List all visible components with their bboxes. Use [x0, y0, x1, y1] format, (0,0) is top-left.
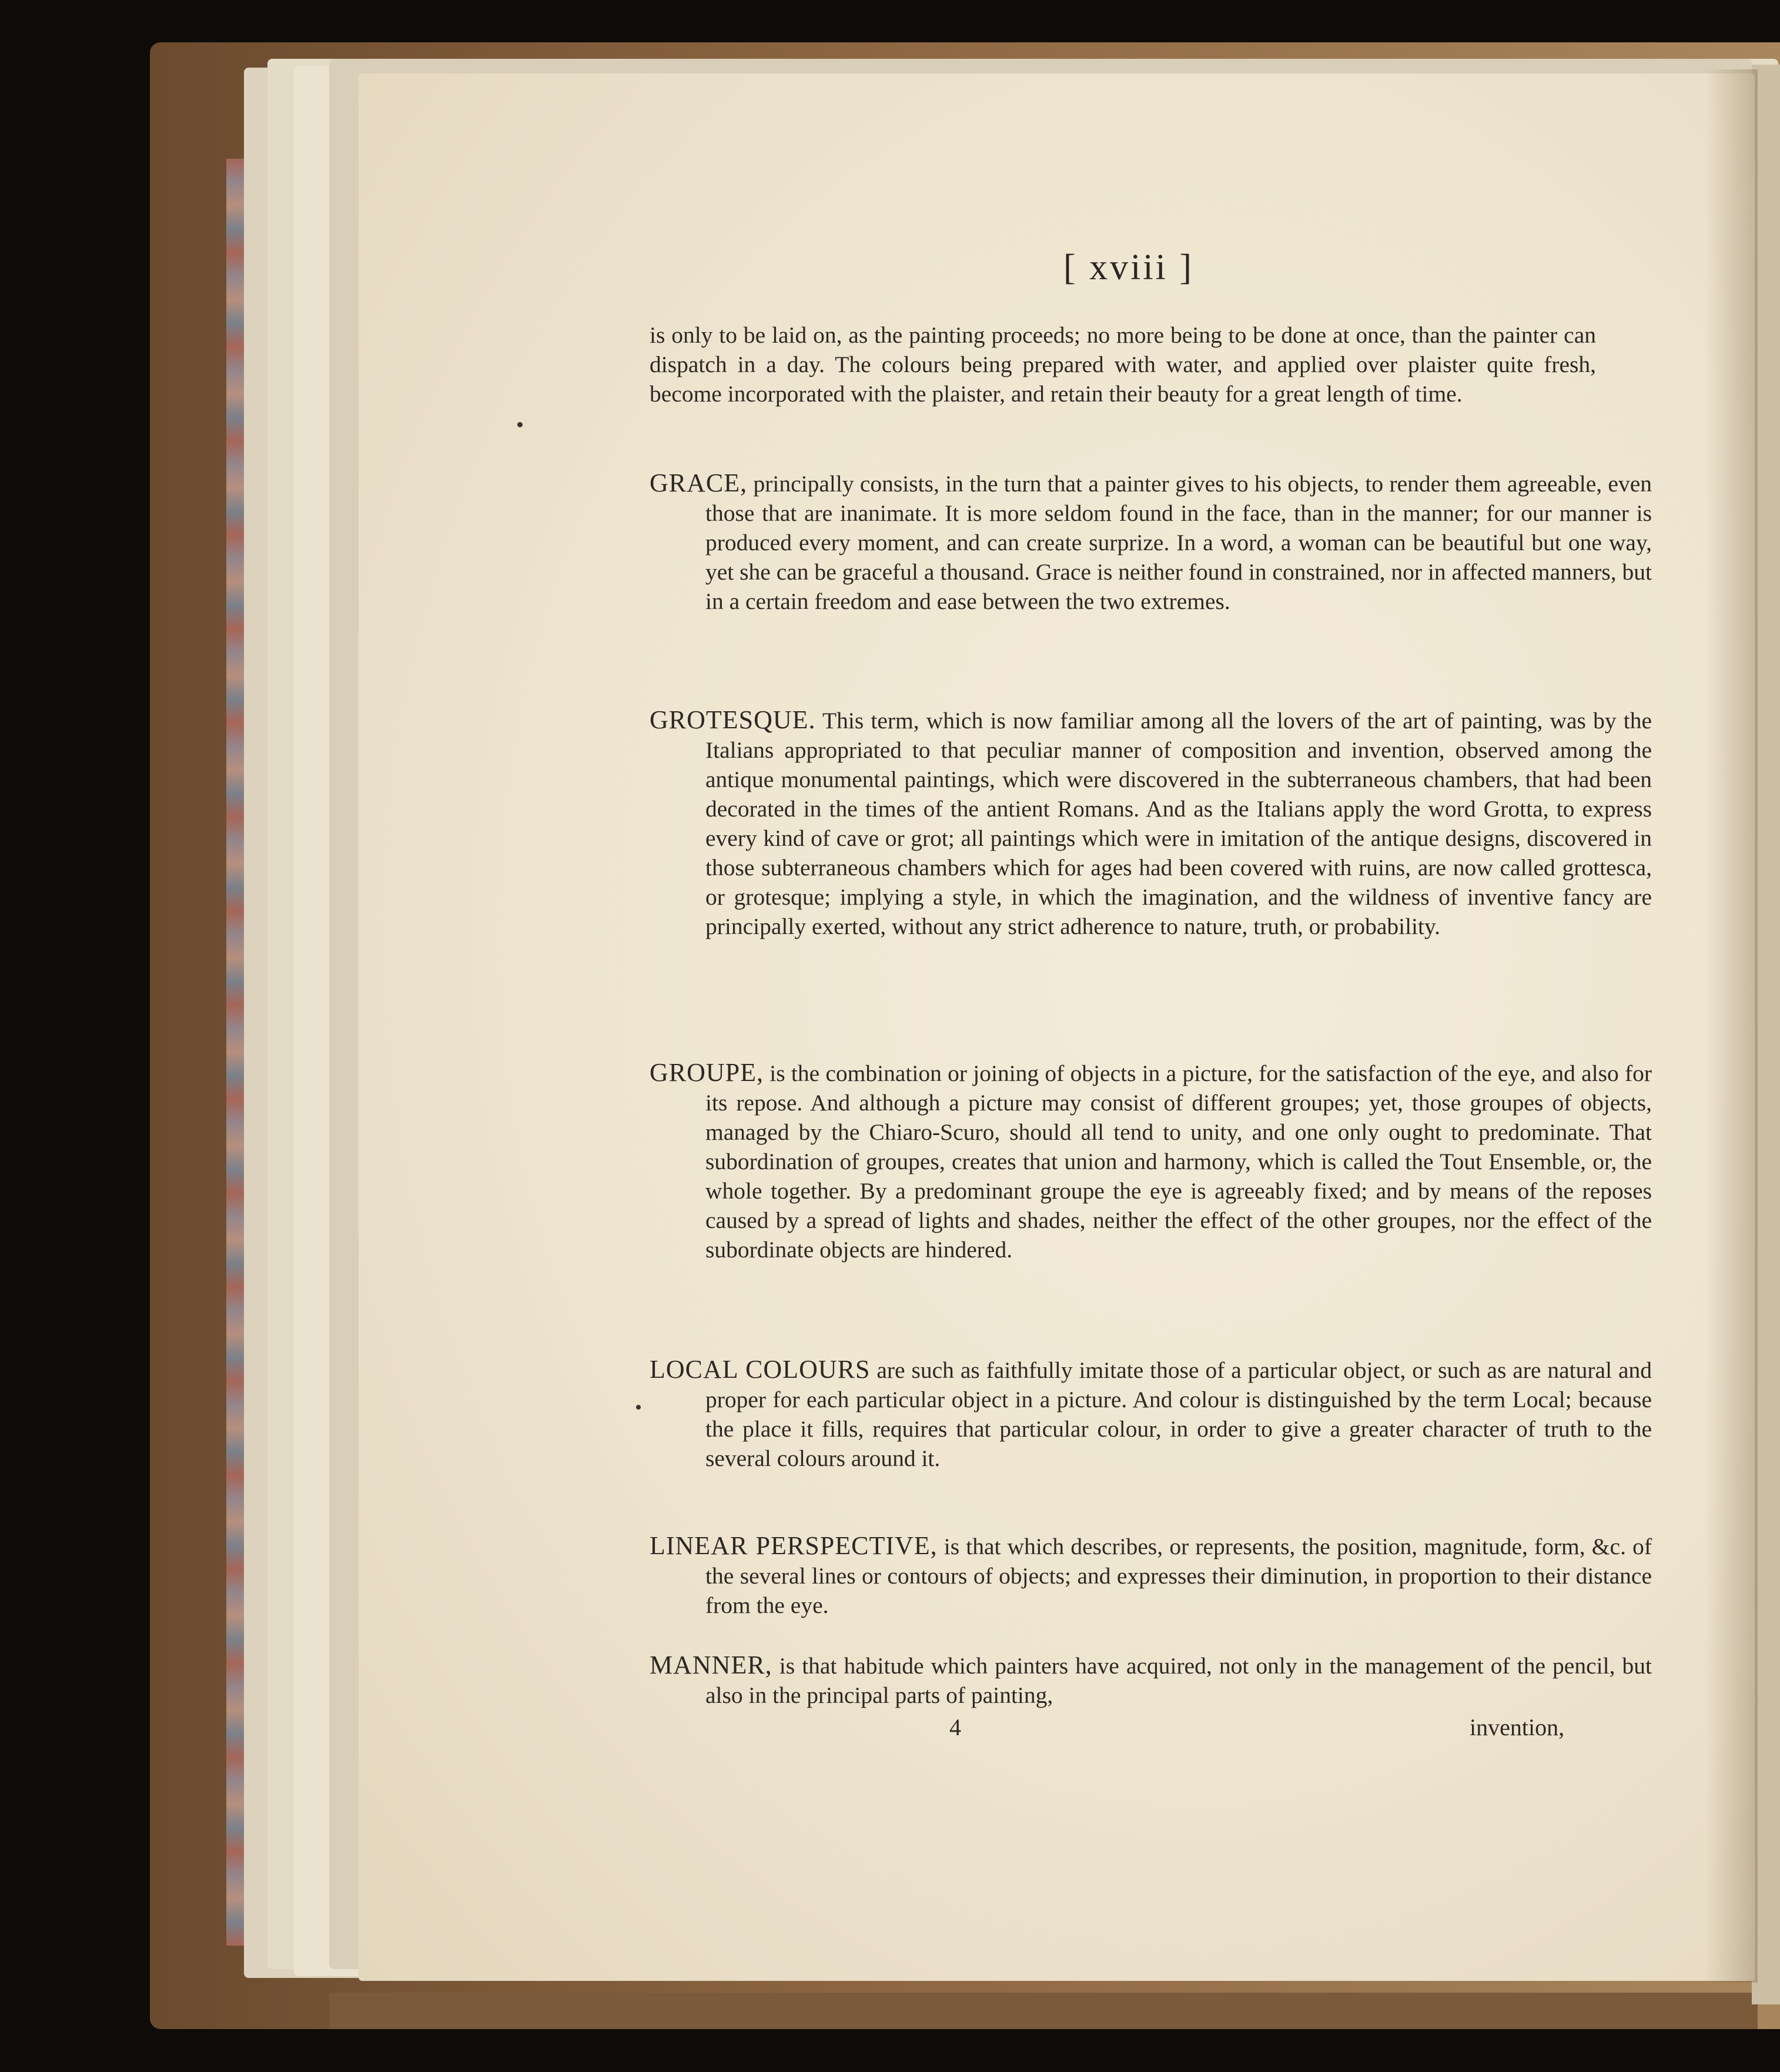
entry-local-colours	[650, 1355, 1652, 1473]
entry-text: is that habitude which painters have acquired, not only in the management of the pencil, but also in the principal parts of painting,	[705, 1653, 1652, 1708]
entry-text: is the combination or joining of objects in a picture, for the satisfaction of the eye, and also for its repose. And although a picture may consist of different groupes; yet, those groupes of objects, managed by the Chiaro-Scuro, should all tend to unity, and one only ought to predominate. That subordination of groupes, creates that union and harmony, which is called the Tout Ensemble, or, the whole together. By a predominant groupe the eye is agreeably fixed; and by means of the reposes caused by a spread of lights and shades, neither the effect of the other groupes, nor the effect of the subordinate objects are hindered.	[705, 1060, 1652, 1263]
ink-spot	[636, 1405, 641, 1410]
entry-term: MANNER,	[650, 1651, 772, 1679]
entry-grace	[650, 468, 1652, 616]
cover-bottom-edge	[329, 1993, 1758, 2029]
ink-spot	[517, 422, 523, 427]
catchword: invention,	[1470, 1714, 1565, 1740]
entry-text: is that which describes, or represents, the position, magnitude, form, &c. of the several lines or contours of objects; and expresses their diminution, in proportion to their distance from the eye.	[705, 1534, 1652, 1618]
entry-text: principally consists, in the turn that a painter gives to his objects, to render them agreeable, even those that are inanimate. It is more seldom found in the face, than in the manner; for our manner is produced every moment, and can create surprize. In a word, a woman can be beautiful but one way, yet she can be graceful a thousand. Grace is neither found in constrained, nor in affected manners, but in a certain freedom and ease between the two extremes.	[705, 471, 1652, 614]
page-gutter-shadow	[1705, 69, 1758, 1983]
entry-term: LOCAL COLOURS	[650, 1355, 871, 1384]
entry-linear-perspective	[650, 1531, 1652, 1620]
entry-term: LINEAR PERSPECTIVE,	[650, 1531, 938, 1560]
entry-manner	[650, 1651, 1652, 1710]
entry-text: This term, which is now familiar among all the lovers of the art of painting, was by the Italians appropriated to that peculiar manner of composition and invention, observed among the antique monumental paintings, which were discovered in the subterraneous chambers, that had been decorated in the times of the antient Romans. And as the Italians apply the word Grotta, to express every kind of cave or grot; all paintings which were in imitation of the antique designs, discovered in those subterraneous chambers which for ages had been covered with ruins, are now called grottesca, or grotesque; implying a style, in which the imagination, and the wildness of inventive fancy are principally exerted, without any strict adherence to nature, truth, or probability.	[705, 708, 1652, 939]
continuation-paragraph	[650, 320, 1596, 409]
entry-grotesque	[650, 705, 1652, 941]
continuation-text: is only to be laid on, as the painting proceeds; no more being to be done at once, than the painter can dispatch in a day. The colours being prepared with water, and applied over plaister quite fresh, become incorporated with the plaister, and retain their beauty for a great length of time.	[650, 322, 1596, 407]
entry-text: are such as faithfully imitate those of a particular object, or such as are natural and proper for each particular object in a picture. And colour is distinguished by the term Local; because the place it fills, requires that particular colour, in order to give a greater character of truth to the several colours around it.	[705, 1357, 1652, 1471]
page-number-header: [ xviii ]	[1063, 247, 1194, 287]
signature-mark: 4	[949, 1714, 961, 1740]
entry-term: GROTESQUE.	[650, 705, 816, 734]
entry-groupe	[650, 1058, 1652, 1264]
entry-term: GROUPE,	[650, 1058, 764, 1087]
entry-term: GRACE,	[650, 468, 748, 497]
